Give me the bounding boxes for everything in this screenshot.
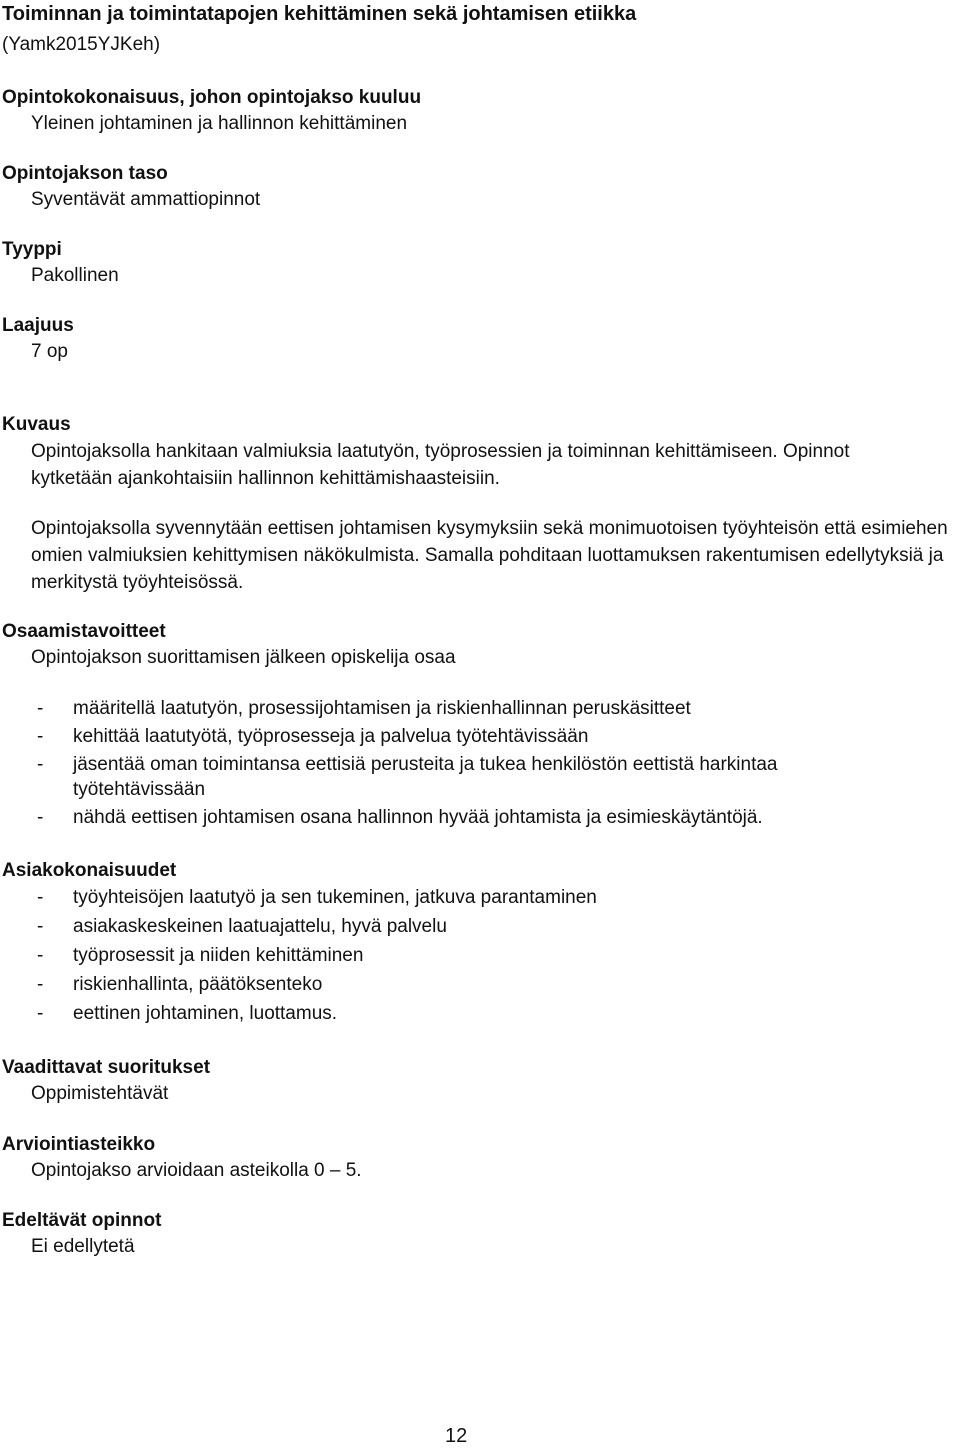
list-item xyxy=(2,724,902,749)
list-item xyxy=(2,752,902,802)
list-dash: - xyxy=(37,807,44,828)
type-value: Pakollinen xyxy=(31,265,119,286)
list-item-text: kehittää laatutyötä, työprosesseja ja palvelua työtehtävissään xyxy=(73,726,589,747)
description-label: Kuvaus xyxy=(2,414,71,435)
list-item-text: jäsentää oman toimintansa eettisiä perusteita ja tukea henkilöstön eettistä harkintaa työtehtävissään xyxy=(73,754,778,800)
course-code: (Yamk2015YJKeh) xyxy=(2,34,161,55)
level-label: Opintojakson taso xyxy=(2,163,168,184)
grading-value: Opintojakso arvioidaan asteikolla 0 – 5. xyxy=(31,1160,362,1181)
requirements-section xyxy=(2,1055,957,1107)
objectives-intro: Opintojakson suorittamisen jälkeen opiskelija osaa xyxy=(31,647,456,668)
list-dash: - xyxy=(37,887,44,908)
prerequisites-label: Edeltävät opinnot xyxy=(2,1210,162,1231)
module-section xyxy=(2,85,957,137)
list-dash: - xyxy=(37,945,44,966)
objectives-list xyxy=(2,696,902,830)
level-value: Syventävät ammattiopinnot xyxy=(31,189,261,210)
objectives-list-wrap xyxy=(2,696,902,830)
objectives-label: Osaamistavoitteet xyxy=(2,621,166,642)
module-label: Opintokokonaisuus, johon opintojakso kuuluu xyxy=(2,87,422,108)
course-title: Toiminnan ja toimintatapojen kehittäminen sekä johtamisen etiikka xyxy=(2,3,637,25)
list-dash: - xyxy=(37,754,44,775)
prerequisites-value: Ei edellytetä xyxy=(31,1236,135,1257)
grading-section xyxy=(2,1132,957,1184)
list-dash: - xyxy=(37,1003,44,1024)
scope-value: 7 op xyxy=(31,341,68,362)
requirements-value: Oppimistehtävät xyxy=(31,1083,169,1104)
description-section-2 xyxy=(2,515,957,596)
type-section xyxy=(2,237,957,289)
list-dash: - xyxy=(37,726,44,747)
content-list xyxy=(2,885,957,1026)
scope-section xyxy=(2,313,957,365)
list-item xyxy=(2,805,902,830)
list-item xyxy=(2,914,957,939)
list-item xyxy=(2,972,957,997)
list-item-text: määritellä laatutyön, prosessijohtamisen ja riskienhallinnan peruskäsitteet xyxy=(73,698,691,719)
list-item-text: asiakaskeskeinen laatuajattelu, hyvä palvelu xyxy=(73,916,447,937)
level-section xyxy=(2,161,957,213)
list-item xyxy=(2,943,957,968)
list-item-text: eettinen johtaminen, luottamus. xyxy=(73,1003,338,1024)
list-dash: - xyxy=(37,698,44,719)
list-item-text: riskienhallinta, päätöksenteko xyxy=(73,974,323,995)
description-paragraph: Opintojaksolla syvennytään eettisen johtamisen kysymyksiin sekä monimuotoisen työyhteisön että esimiehen omien valmiuksien kehittymisen näkökulmista. Samalla pohditaan luottamuksen rakentumisen edellytyksiä ja merkitystä työyhteisössä. xyxy=(31,518,948,593)
module-value: Yleinen johtaminen ja hallinnon kehittäminen xyxy=(31,113,408,134)
list-dash: - xyxy=(37,916,44,937)
grading-label: Arviointiasteikko xyxy=(2,1134,156,1155)
description-section xyxy=(2,412,957,492)
list-dash: - xyxy=(37,974,44,995)
objectives-section xyxy=(2,619,957,671)
list-item xyxy=(2,1001,957,1026)
list-item-text: nähdä eettisen johtamisen osana hallinnon hyvää johtamista ja esimieskäytäntöjä. xyxy=(73,807,763,828)
content-label: Asiakokonaisuudet xyxy=(2,860,177,881)
prerequisites-section xyxy=(2,1208,957,1260)
list-item-text: työprosessit ja niiden kehittäminen xyxy=(73,945,364,966)
scope-label: Laajuus xyxy=(2,315,74,336)
list-item xyxy=(2,885,957,910)
requirements-label: Vaadittavat suoritukset xyxy=(2,1057,211,1078)
type-label: Tyyppi xyxy=(2,239,62,260)
description-paragraph: Opintojaksolla hankitaan valmiuksia laatutyön, työprosessien ja toiminnan kehittämiseen. Opinnot kytketään ajankohtaisiin hallinnon kehittämishaasteisiin. xyxy=(31,441,850,489)
page-number: 12 xyxy=(445,1425,468,1447)
content-section xyxy=(2,858,957,1026)
list-item-text: työyhteisöjen laatutyö ja sen tukeminen, jatkuva parantaminen xyxy=(73,887,597,908)
list-item xyxy=(2,696,902,721)
